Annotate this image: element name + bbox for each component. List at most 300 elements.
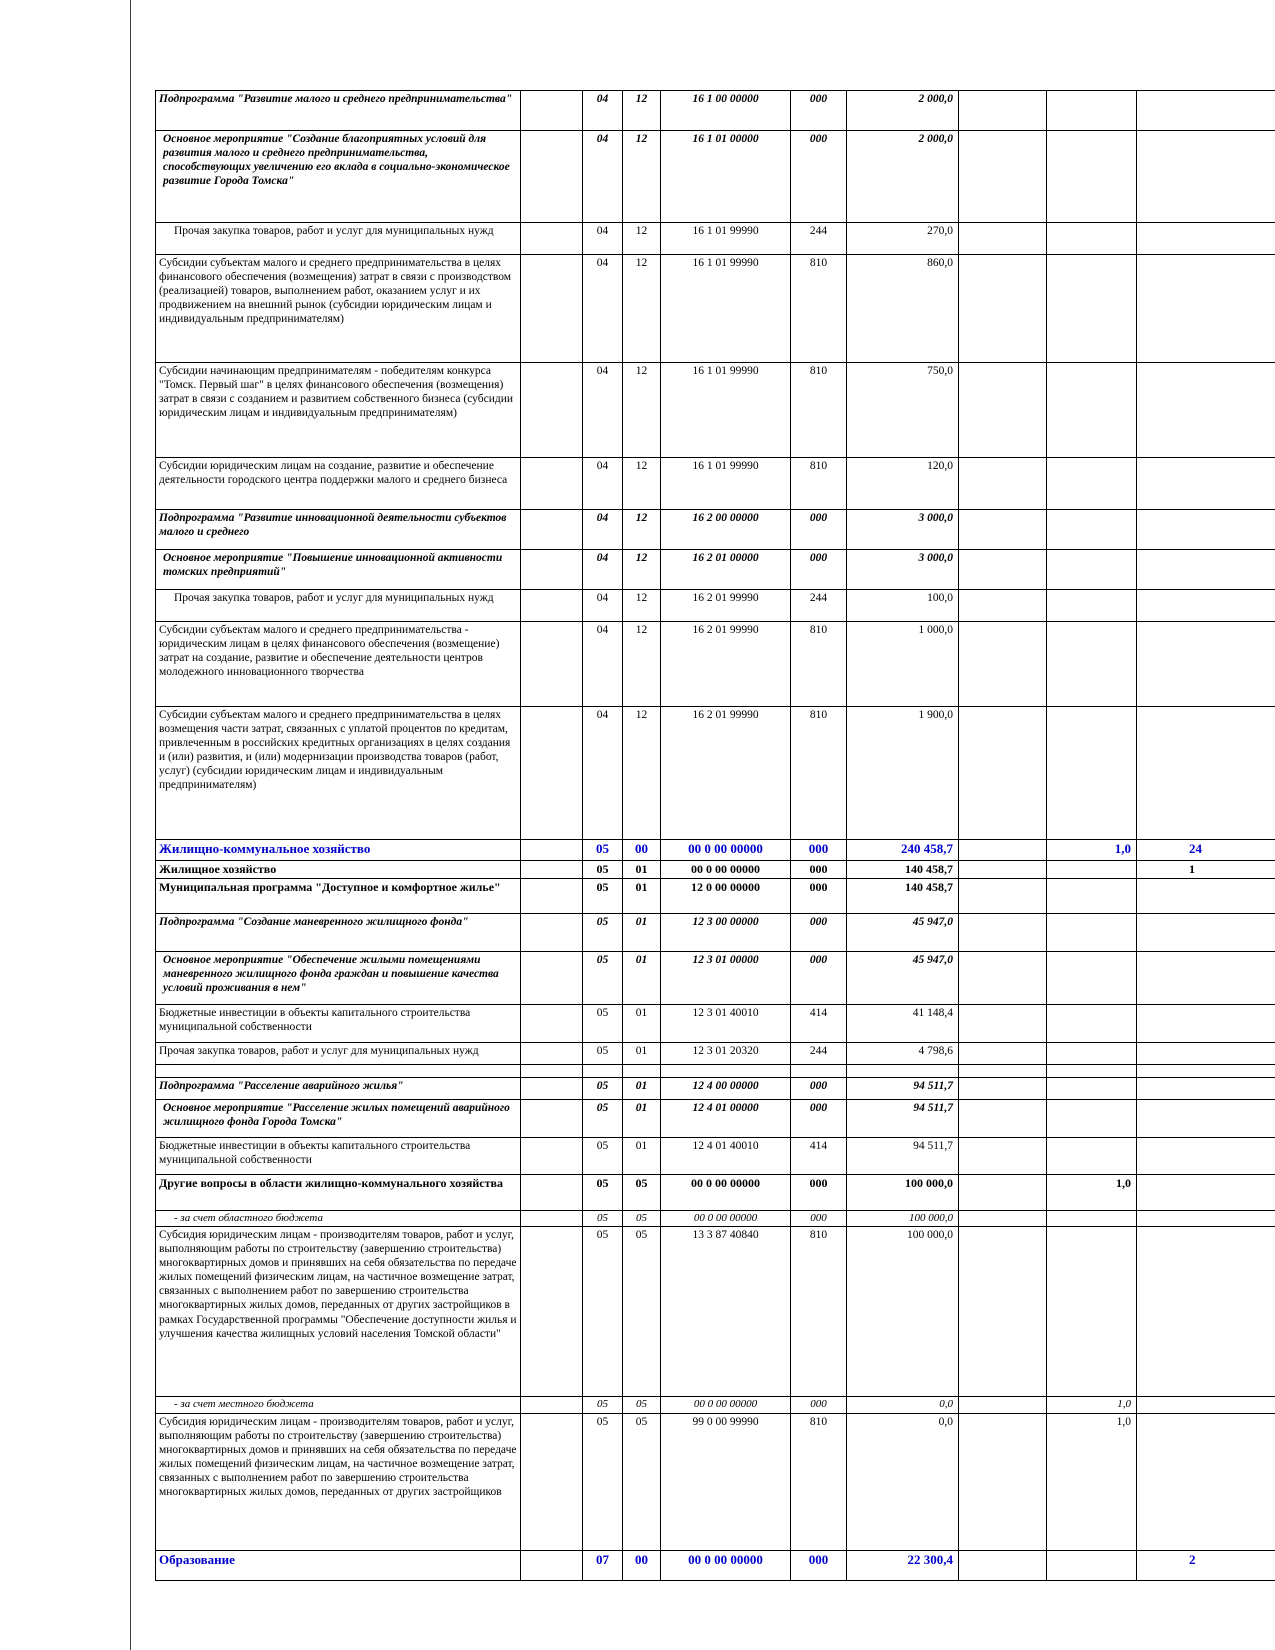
name-cell: Подпрограмма "Развитие малого и среднего предпринимательства": [156, 91, 521, 131]
target-article-cell: 00 0 00 00000: [661, 1211, 791, 1227]
name-cell: Прочая закупка товаров, работ и услуг для муниципальных нужд: [156, 223, 521, 255]
amount-cell: 45 947,0: [847, 952, 959, 1005]
grbs-cell: [521, 1397, 583, 1413]
budget-table-body: [156, 91, 1275, 1581]
amount-extra-cell: [959, 1175, 1047, 1211]
razdel-cell: 04: [583, 91, 623, 131]
table-row: [156, 1413, 1275, 1550]
podrazdel-cell: 01: [623, 952, 661, 1005]
amount-extra-cell: [959, 1550, 1047, 1580]
amount-plan-cell: [1047, 1550, 1137, 1580]
amount-extra-cell: [959, 622, 1047, 707]
name-cell: Прочая закупка товаров, работ и услуг для муниципальных нужд: [156, 1043, 521, 1065]
table-row: [156, 1100, 1275, 1138]
target-article-cell: 16 1 01 99990: [661, 223, 791, 255]
grbs-cell: [521, 840, 583, 861]
name-cell: [156, 1065, 521, 1078]
amount-cell: 4 798,6: [847, 1043, 959, 1065]
razdel-cell: 04: [583, 223, 623, 255]
amount-plan-cell: [1047, 1211, 1137, 1227]
amount-clipped-cell: [1137, 1413, 1275, 1550]
amount-clipped-cell: [1137, 879, 1275, 914]
amount-clipped-cell: [1137, 1078, 1275, 1100]
name-cell: Бюджетные инвестиции в объекты капитального строительства муниципальной собственности: [156, 1138, 521, 1175]
expense-type-cell: 000: [791, 1175, 847, 1211]
amount-plan-cell: [1047, 510, 1137, 550]
amount-plan-cell: [1047, 1043, 1137, 1065]
amount-plan-cell: [1047, 91, 1137, 131]
amount-cell: 0,0: [847, 1397, 959, 1413]
grbs-cell: [521, 131, 583, 223]
grbs-cell: [521, 1227, 583, 1397]
amount-extra-cell: [959, 1043, 1047, 1065]
podrazdel-cell: 12: [623, 550, 661, 590]
podrazdel-cell: 12: [623, 363, 661, 458]
target-article-cell: 16 1 01 99990: [661, 458, 791, 510]
target-article-cell: 16 1 01 99990: [661, 363, 791, 458]
amount-clipped-cell: 24: [1137, 840, 1275, 861]
table-row: [156, 1078, 1275, 1100]
target-article-cell: 12 4 01 40010: [661, 1138, 791, 1175]
grbs-cell: [521, 1550, 583, 1580]
amount-plan-cell: 1,0: [1047, 1413, 1137, 1550]
amount-plan-cell: 1,0: [1047, 840, 1137, 861]
amount-clipped-cell: [1137, 223, 1275, 255]
grbs-cell: [521, 622, 583, 707]
name-cell: Субсидия юридическим лицам - производителям товаров, работ и услуг, выполняющим работы по строительству (завершению строительства) многоквартирных домов и принявших на себя обязательства по передаче жилых помещений физическим лицам, на частичное возмещение затрат, связанных с выполнением работ по завершению строительства многоквартирных жилых домов, переданных от других застройщиков в рамках Государственной программы "Обеспечение доступности жилья и улучшения качества жилищных условий населения Томской области": [156, 1227, 521, 1397]
razdel-cell: 04: [583, 363, 623, 458]
razdel-cell: 05: [583, 1078, 623, 1100]
amount-extra-cell: [959, 1100, 1047, 1138]
grbs-cell: [521, 1005, 583, 1043]
expense-type-cell: 000: [791, 510, 847, 550]
amount-plan-cell: [1047, 131, 1137, 223]
amount-extra-cell: [959, 590, 1047, 622]
expense-type-cell: 244: [791, 1043, 847, 1065]
grbs-cell: [521, 590, 583, 622]
razdel-cell: 05: [583, 1413, 623, 1550]
podrazdel-cell: 01: [623, 861, 661, 879]
amount-cell: 100 000,0: [847, 1227, 959, 1397]
amount-plan-cell: [1047, 255, 1137, 363]
amount-extra-cell: [959, 840, 1047, 861]
expense-type-cell: 244: [791, 223, 847, 255]
amount-cell: 100,0: [847, 590, 959, 622]
amount-cell: 270,0: [847, 223, 959, 255]
amount-plan-cell: [1047, 1065, 1137, 1078]
amount-cell: 140 458,7: [847, 861, 959, 879]
table-row: [156, 1005, 1275, 1043]
podrazdel-cell: 12: [623, 590, 661, 622]
amount-extra-cell: [959, 861, 1047, 879]
podrazdel-cell: 05: [623, 1413, 661, 1550]
expense-type-cell: 810: [791, 255, 847, 363]
razdel-cell: 07: [583, 1550, 623, 1580]
name-cell: - за счет местного бюджета: [156, 1397, 521, 1413]
grbs-cell: [521, 1100, 583, 1138]
target-article-cell: 99 0 00 99990: [661, 1413, 791, 1550]
expense-type-cell: 000: [791, 131, 847, 223]
table-row: [156, 952, 1275, 1005]
amount-plan-cell: [1047, 1138, 1137, 1175]
podrazdel-cell: 01: [623, 1078, 661, 1100]
amount-plan-cell: [1047, 550, 1137, 590]
amount-clipped-cell: [1137, 1138, 1275, 1175]
amount-cell: 100 000,0: [847, 1175, 959, 1211]
table-row: [156, 707, 1275, 840]
target-article-cell: 00 0 00 00000: [661, 1175, 791, 1211]
expense-type-cell: 000: [791, 1100, 847, 1138]
amount-cell: 240 458,7: [847, 840, 959, 861]
grbs-cell: [521, 1043, 583, 1065]
grbs-cell: [521, 952, 583, 1005]
amount-cell: 94 511,7: [847, 1100, 959, 1138]
table-row: [156, 255, 1275, 363]
amount-extra-cell: [959, 1397, 1047, 1413]
amount-cell: 750,0: [847, 363, 959, 458]
amount-plan-cell: [1047, 363, 1137, 458]
podrazdel-cell: 12: [623, 510, 661, 550]
amount-cell: 3 000,0: [847, 550, 959, 590]
table-row: [156, 840, 1275, 861]
name-cell: Основное мероприятие "Создание благоприятных условий для развития малого и среднего предпринимательства, способствующих увеличению его вклада в социально-экономическое развитие Города Томска": [156, 131, 521, 223]
table-row: [156, 1175, 1275, 1211]
page-margin-line: [130, 0, 131, 1650]
table-row: [156, 914, 1275, 952]
amount-clipped-cell: [1137, 1043, 1275, 1065]
grbs-cell: [521, 1065, 583, 1078]
name-cell: Субсидия юридическим лицам - производителям товаров, работ и услуг, выполняющим работы по строительству (завершению строительства) многоквартирных домов и принявших на себя обязательства по передаче жилых помещений физическим лицам, на частичное возмещение затрат, связанных с выполнением работ по завершению строительства многоквартирных жилых домов, переданных от других застройщиков: [156, 1413, 521, 1550]
amount-clipped-cell: [1137, 458, 1275, 510]
amount-clipped-cell: [1137, 1397, 1275, 1413]
amount-extra-cell: [959, 550, 1047, 590]
podrazdel-cell: 05: [623, 1211, 661, 1227]
podrazdel-cell: 01: [623, 914, 661, 952]
target-article-cell: 12 3 01 20320: [661, 1043, 791, 1065]
amount-plan-cell: [1047, 590, 1137, 622]
expense-type-cell: 000: [791, 1550, 847, 1580]
amount-extra-cell: [959, 91, 1047, 131]
grbs-cell: [521, 458, 583, 510]
expense-type-cell: 414: [791, 1005, 847, 1043]
amount-cell: 22 300,4: [847, 1550, 959, 1580]
amount-extra-cell: [959, 1211, 1047, 1227]
amount-plan-cell: [1047, 914, 1137, 952]
razdel-cell: 04: [583, 707, 623, 840]
expense-type-cell: 810: [791, 363, 847, 458]
razdel-cell: 05: [583, 1100, 623, 1138]
amount-extra-cell: [959, 1078, 1047, 1100]
amount-cell: 0,0: [847, 1413, 959, 1550]
amount-clipped-cell: [1137, 91, 1275, 131]
amount-cell: 120,0: [847, 458, 959, 510]
podrazdel-cell: 00: [623, 840, 661, 861]
name-cell: Основное мероприятие "Расселение жилых помещений аварийного жилищного фонда Города Томска": [156, 1100, 521, 1138]
amount-extra-cell: [959, 223, 1047, 255]
grbs-cell: [521, 550, 583, 590]
target-article-cell: 00 0 00 00000: [661, 1550, 791, 1580]
razdel-cell: 05: [583, 840, 623, 861]
table-row: [156, 1138, 1275, 1175]
amount-extra-cell: [959, 707, 1047, 840]
target-article-cell: 16 2 01 99990: [661, 590, 791, 622]
podrazdel-cell: 12: [623, 458, 661, 510]
amount-extra-cell: [959, 952, 1047, 1005]
target-article-cell: 12 3 01 00000: [661, 952, 791, 1005]
table-row: [156, 590, 1275, 622]
amount-plan-cell: 1,0: [1047, 1175, 1137, 1211]
grbs-cell: [521, 707, 583, 840]
expense-type-cell: 810: [791, 622, 847, 707]
amount-clipped-cell: [1137, 914, 1275, 952]
amount-extra-cell: [959, 914, 1047, 952]
amount-clipped-cell: [1137, 363, 1275, 458]
razdel-cell: 05: [583, 952, 623, 1005]
expense-type-cell: 000: [791, 91, 847, 131]
target-article-cell: 12 4 01 00000: [661, 1100, 791, 1138]
razdel-cell: 05: [583, 1138, 623, 1175]
grbs-cell: [521, 223, 583, 255]
podrazdel-cell: 01: [623, 1043, 661, 1065]
name-cell: Жилищно-коммунальное хозяйство: [156, 840, 521, 861]
name-cell: Бюджетные инвестиции в объекты капитального строительства муниципальной собственности: [156, 1005, 521, 1043]
name-cell: Субсидии юридическим лицам на создание, развитие и обеспечение деятельности городского центра поддержки малого и среднего бизнеса: [156, 458, 521, 510]
amount-clipped-cell: [1137, 1227, 1275, 1397]
target-article-cell: 16 2 01 99990: [661, 622, 791, 707]
expense-type-cell: 000: [791, 1078, 847, 1100]
amount-extra-cell: [959, 1227, 1047, 1397]
amount-cell: 100 000,0: [847, 1211, 959, 1227]
target-article-cell: [661, 1065, 791, 1078]
amount-plan-cell: 1,0: [1047, 1397, 1137, 1413]
table-row: [156, 1227, 1275, 1397]
amount-plan-cell: [1047, 223, 1137, 255]
target-article-cell: 00 0 00 00000: [661, 840, 791, 861]
amount-plan-cell: [1047, 1078, 1137, 1100]
name-cell: Другие вопросы в области жилищно-коммунального хозяйства: [156, 1175, 521, 1211]
podrazdel-cell: 12: [623, 707, 661, 840]
expense-type-cell: 000: [791, 840, 847, 861]
target-article-cell: 00 0 00 00000: [661, 1397, 791, 1413]
table-row: [156, 510, 1275, 550]
expense-type-cell: 000: [791, 861, 847, 879]
expense-type-cell: 000: [791, 879, 847, 914]
amount-cell: 94 511,7: [847, 1138, 959, 1175]
amount-extra-cell: [959, 1138, 1047, 1175]
amount-plan-cell: [1047, 1100, 1137, 1138]
podrazdel-cell: 12: [623, 223, 661, 255]
expense-type-cell: 000: [791, 952, 847, 1005]
expense-type-cell: 000: [791, 1397, 847, 1413]
podrazdel-cell: [623, 1065, 661, 1078]
amount-cell: [847, 1065, 959, 1078]
table-row: [156, 879, 1275, 914]
amount-cell: 3 000,0: [847, 510, 959, 550]
expense-type-cell: 414: [791, 1138, 847, 1175]
name-cell: Подпрограмма "Создание маневренного жилищного фонда": [156, 914, 521, 952]
name-cell: Образование: [156, 1550, 521, 1580]
amount-clipped-cell: 2: [1137, 1550, 1275, 1580]
amount-cell: 41 148,4: [847, 1005, 959, 1043]
razdel-cell: 04: [583, 590, 623, 622]
amount-cell: 94 511,7: [847, 1078, 959, 1100]
table-row: [156, 1397, 1275, 1413]
amount-plan-cell: [1047, 879, 1137, 914]
target-article-cell: 12 3 01 40010: [661, 1005, 791, 1043]
podrazdel-cell: 12: [623, 91, 661, 131]
table-row: [156, 550, 1275, 590]
expense-type-cell: 000: [791, 914, 847, 952]
amount-clipped-cell: [1137, 550, 1275, 590]
grbs-cell: [521, 1078, 583, 1100]
target-article-cell: 16 1 01 00000: [661, 131, 791, 223]
razdel-cell: 05: [583, 1005, 623, 1043]
podrazdel-cell: 01: [623, 1005, 661, 1043]
grbs-cell: [521, 879, 583, 914]
name-cell: Основное мероприятие "Обеспечение жилыми помещениями маневренного жилищного фонда граждан и повышение качества условий проживания в нем": [156, 952, 521, 1005]
amount-clipped-cell: [1137, 1211, 1275, 1227]
name-cell: Жилищное хозяйство: [156, 861, 521, 879]
target-article-cell: 12 4 00 00000: [661, 1078, 791, 1100]
target-article-cell: 13 3 87 40840: [661, 1227, 791, 1397]
target-article-cell: 16 2 01 00000: [661, 550, 791, 590]
target-article-cell: 16 2 01 99990: [661, 707, 791, 840]
amount-extra-cell: [959, 879, 1047, 914]
name-cell: Субсидии субъектам малого и среднего предпринимательства в целях возмещения части затрат, связанных с уплатой процентов по кредитам, привлеченным в российских кредитных организациях в целях создания и (или) развития, и (или) модернизации производства товаров (работ, услуг) (субсидии юридическим лицам и индивидуальным предпринимателям): [156, 707, 521, 840]
amount-plan-cell: [1047, 622, 1137, 707]
target-article-cell: 12 0 00 00000: [661, 879, 791, 914]
podrazdel-cell: 05: [623, 1227, 661, 1397]
grbs-cell: [521, 255, 583, 363]
razdel-cell: 05: [583, 879, 623, 914]
amount-plan-cell: [1047, 707, 1137, 840]
grbs-cell: [521, 914, 583, 952]
amount-clipped-cell: [1137, 1100, 1275, 1138]
amount-clipped-cell: [1137, 255, 1275, 363]
podrazdel-cell: 12: [623, 131, 661, 223]
table-row: [156, 861, 1275, 879]
expense-type-cell: 000: [791, 550, 847, 590]
name-cell: Основное мероприятие "Повышение инновационной активности томских предприятий": [156, 550, 521, 590]
amount-clipped-cell: [1137, 622, 1275, 707]
name-cell: - за счет областного бюджета: [156, 1211, 521, 1227]
amount-clipped-cell: [1137, 707, 1275, 840]
amount-plan-cell: [1047, 952, 1137, 1005]
table-row: [156, 1043, 1275, 1065]
amount-plan-cell: [1047, 458, 1137, 510]
table-row: [156, 363, 1275, 458]
razdel-cell: 04: [583, 131, 623, 223]
target-article-cell: 12 3 00 00000: [661, 914, 791, 952]
grbs-cell: [521, 91, 583, 131]
amount-extra-cell: [959, 363, 1047, 458]
amount-cell: 860,0: [847, 255, 959, 363]
amount-extra-cell: [959, 131, 1047, 223]
amount-extra-cell: [959, 255, 1047, 363]
expense-type-cell: 244: [791, 590, 847, 622]
expense-type-cell: 810: [791, 1413, 847, 1550]
podrazdel-cell: 05: [623, 1175, 661, 1211]
name-cell: Субсидии субъектам малого и среднего предпринимательства в целях финансового обеспечения (возмещения) затрат в связи с производством (реализацией) товаров, выполнением работ, оказанием услуг и их продвижением на внешний рынок (субсидии юридическим лицам и индивидуальным предпринимателям): [156, 255, 521, 363]
podrazdel-cell: 01: [623, 1100, 661, 1138]
grbs-cell: [521, 1138, 583, 1175]
razdel-cell: 04: [583, 510, 623, 550]
grbs-cell: [521, 1175, 583, 1211]
amount-cell: 1 000,0: [847, 622, 959, 707]
amount-plan-cell: [1047, 1005, 1137, 1043]
amount-extra-cell: [959, 1005, 1047, 1043]
podrazdel-cell: 12: [623, 622, 661, 707]
razdel-cell: [583, 1065, 623, 1078]
amount-extra-cell: [959, 1413, 1047, 1550]
amount-clipped-cell: [1137, 1005, 1275, 1043]
grbs-cell: [521, 1211, 583, 1227]
razdel-cell: 05: [583, 914, 623, 952]
target-article-cell: 16 2 00 00000: [661, 510, 791, 550]
expense-type-cell: 810: [791, 1227, 847, 1397]
podrazdel-cell: 00: [623, 1550, 661, 1580]
grbs-cell: [521, 1413, 583, 1550]
razdel-cell: 04: [583, 458, 623, 510]
amount-extra-cell: [959, 458, 1047, 510]
razdel-cell: 05: [583, 1227, 623, 1397]
razdel-cell: 04: [583, 622, 623, 707]
amount-clipped-cell: [1137, 952, 1275, 1005]
target-article-cell: 16 1 00 00000: [661, 91, 791, 131]
amount-clipped-cell: [1137, 510, 1275, 550]
amount-clipped-cell: [1137, 1175, 1275, 1211]
razdel-cell: 05: [583, 1397, 623, 1413]
budget-table: [155, 90, 1275, 1581]
target-article-cell: 00 0 00 00000: [661, 861, 791, 879]
amount-plan-cell: [1047, 861, 1137, 879]
table-row: [156, 1065, 1275, 1078]
amount-cell: 2 000,0: [847, 91, 959, 131]
amount-cell: 1 900,0: [847, 707, 959, 840]
expense-type-cell: 810: [791, 458, 847, 510]
expense-type-cell: [791, 1065, 847, 1078]
amount-clipped-cell: [1137, 590, 1275, 622]
table-row: [156, 223, 1275, 255]
table-row: [156, 1211, 1275, 1227]
table-row: [156, 458, 1275, 510]
amount-cell: 2 000,0: [847, 131, 959, 223]
amount-extra-cell: [959, 1065, 1047, 1078]
name-cell: Субсидии начинающим предпринимателям - победителям конкурса "Томск. Первый шаг" в целях финансового обеспечения (возмещения) затрат в связи с созданием и развитием собственного бизнеса (субсидии юридическим лицам и индивидуальным предпринимателям): [156, 363, 521, 458]
podrazdel-cell: 12: [623, 255, 661, 363]
razdel-cell: 05: [583, 1211, 623, 1227]
razdel-cell: 05: [583, 1175, 623, 1211]
table-row: [156, 1550, 1275, 1580]
table-row: [156, 131, 1275, 223]
podrazdel-cell: 01: [623, 879, 661, 914]
amount-clipped-cell: [1137, 131, 1275, 223]
podrazdel-cell: 05: [623, 1397, 661, 1413]
amount-clipped-cell: [1137, 1065, 1275, 1078]
amount-plan-cell: [1047, 1227, 1137, 1397]
name-cell: Прочая закупка товаров, работ и услуг для муниципальных нужд: [156, 590, 521, 622]
table-row: [156, 91, 1275, 131]
razdel-cell: 05: [583, 861, 623, 879]
podrazdel-cell: 01: [623, 1138, 661, 1175]
razdel-cell: 05: [583, 1043, 623, 1065]
grbs-cell: [521, 363, 583, 458]
grbs-cell: [521, 510, 583, 550]
expense-type-cell: 810: [791, 707, 847, 840]
table-row: [156, 622, 1275, 707]
expense-type-cell: 000: [791, 1211, 847, 1227]
name-cell: Субсидии субъектам малого и среднего предпринимательства - юридическим лицам в целях финансового обеспечения (возмещение) затрат на создание, развитие и обеспечение деятельности центров молодежного инновационного творчества: [156, 622, 521, 707]
